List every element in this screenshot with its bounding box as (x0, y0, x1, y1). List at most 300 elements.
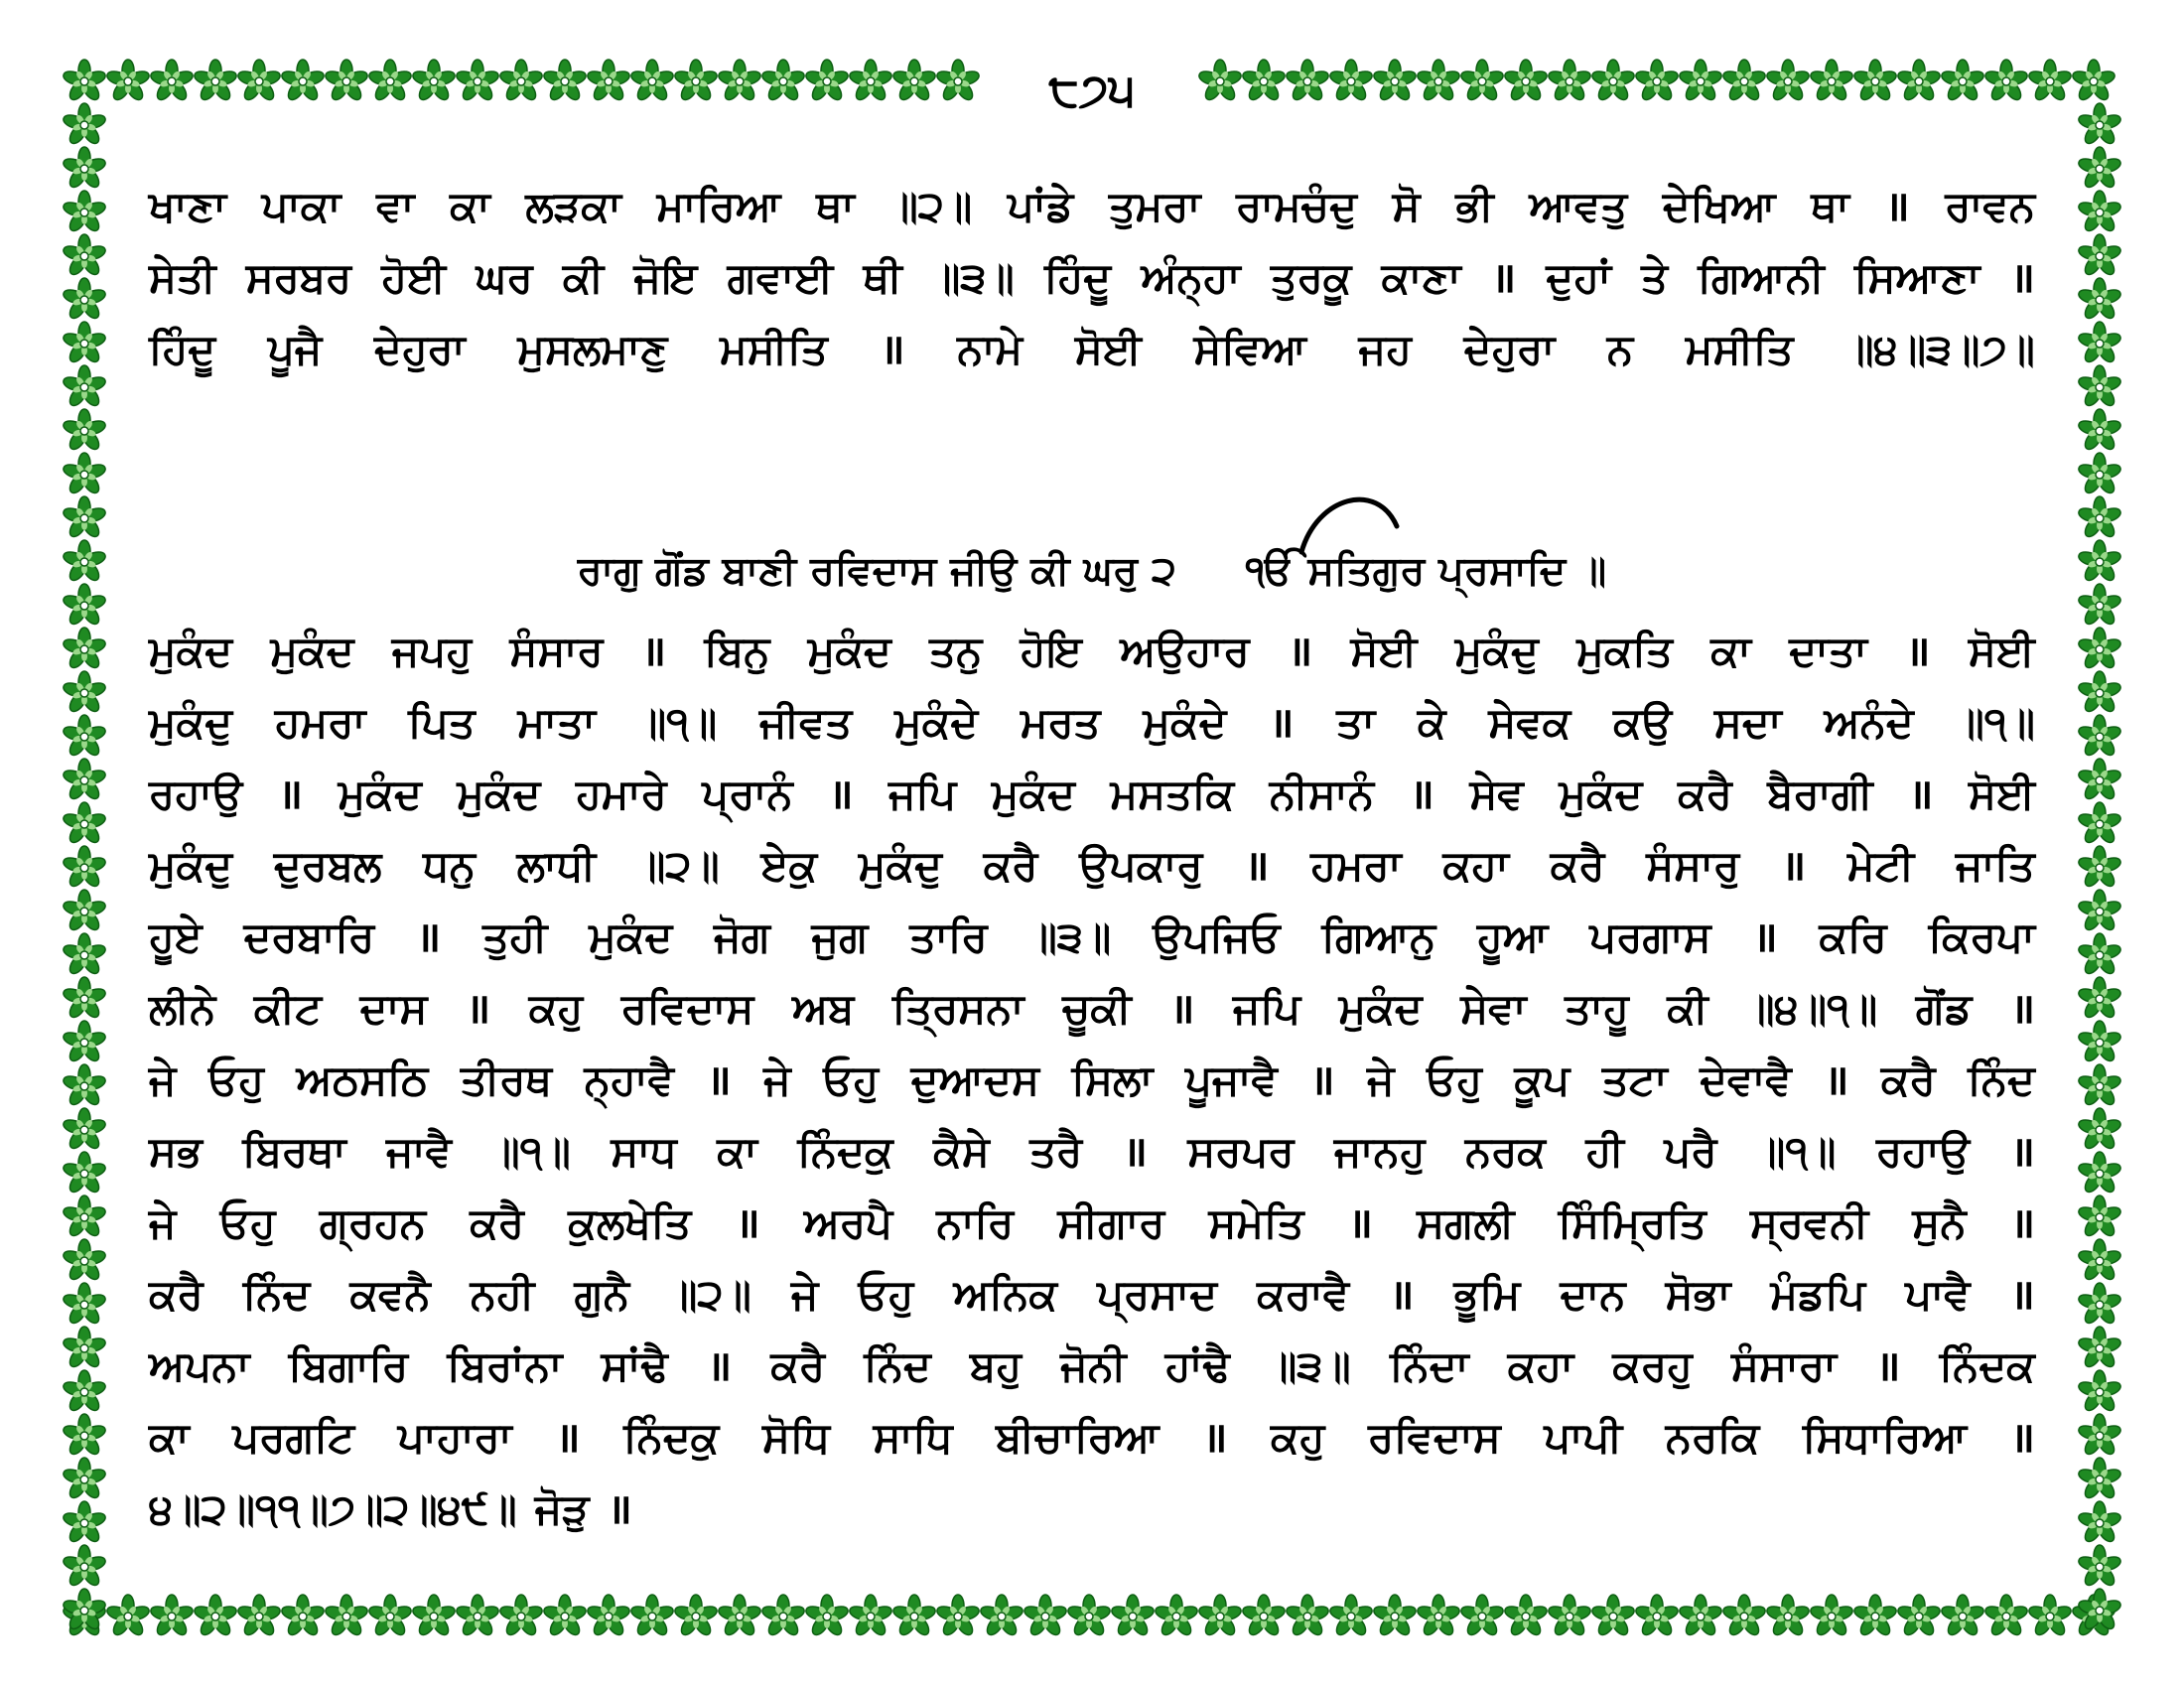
word: ਕਾ (149, 1413, 190, 1462)
word: ਸਮੇਤਿ (1208, 1198, 1304, 1247)
word: ਜਹ (1358, 325, 1412, 373)
flower-ornament (542, 1595, 588, 1637)
flower-ornament (2077, 1370, 2122, 1413)
text-line (149, 1116, 2035, 1188)
flower-ornament (629, 1595, 675, 1637)
flower-ornament (62, 977, 107, 1020)
flower-ornament (2077, 628, 2122, 670)
flower-ornament (760, 1595, 806, 1637)
word: ਕਹੁ (528, 984, 584, 1033)
flower-ornament (2071, 60, 2116, 102)
flower-ornament (1416, 60, 1461, 102)
word: ਮਾਤਾ (517, 698, 597, 747)
flower-ornament (2077, 1414, 2122, 1457)
word: ਓਹੁ (823, 1055, 880, 1104)
word: ਰਹਾਉ (149, 770, 243, 818)
word: ਹਿੰਦੂ (149, 325, 216, 373)
word: ॥ (1875, 1341, 1901, 1390)
word: ਕਰਿ (1819, 913, 1887, 961)
flower-ornament (804, 60, 850, 102)
flower-ornament (62, 1108, 107, 1151)
word: ਤਾਹੂ (1565, 984, 1629, 1033)
flower-ornament (1241, 60, 1287, 102)
word: ਨਿੰਦ (1968, 1055, 2035, 1104)
word: ਜੋੜੁ (534, 1484, 590, 1533)
word: ॥੩॥ (1028, 913, 1112, 961)
flower-ornament (62, 278, 107, 321)
word: ਗ੍ਰਹਨ (319, 1198, 427, 1247)
word: ॥੨॥ (889, 182, 973, 230)
word: ਸੰਸਾਰੁ (1646, 841, 1740, 890)
word: ਸੁਨੈ (1912, 1198, 1967, 1247)
word: ਸਿਧਾਰਿਆ (1802, 1413, 1968, 1462)
word: ਸੇਵਿਆ (1193, 325, 1306, 373)
flower-ornament (1896, 1595, 1942, 1637)
flower-ornament (2077, 1152, 2122, 1195)
word: ਮੰਡਪਿ (1770, 1270, 1866, 1319)
flower-ornament (62, 1021, 107, 1063)
word: ॥ (828, 770, 854, 818)
word: ਮੁਕੰਦੁ (858, 841, 942, 890)
flower-ornament (1940, 60, 1985, 102)
word: ॥੩॥ (1269, 1341, 1351, 1390)
word: ਅਉਹਾਰ (1120, 627, 1250, 675)
shabad-ravidas (149, 616, 2035, 1474)
word: ਹੋਇ (1020, 627, 1082, 675)
flower-ornament (1765, 1595, 1811, 1637)
word: ਲੀਨੇ (149, 984, 216, 1033)
word: ਸ੍ਰਵਨੀ (1749, 1198, 1869, 1247)
word: ਮਸੀਤਿ (720, 325, 828, 373)
word: ਉਪਕਾਰੁ (1079, 841, 1203, 890)
word: ॥ (607, 1484, 632, 1533)
flower-ornament (1372, 1595, 1418, 1637)
word: ਦਾਤਾ (1789, 627, 1867, 675)
word: ਮੁਕੰਦ (338, 770, 422, 818)
flower-ornament (717, 1595, 762, 1637)
gurbani-text (149, 171, 2035, 1545)
word: ਥੀ (863, 253, 902, 302)
flower-ornament (2077, 1064, 2122, 1107)
word: ਬਿਨੁ (704, 627, 770, 675)
flower-ornament (2077, 1196, 2122, 1238)
flower-ornament (236, 1595, 282, 1637)
flower-ornament (62, 933, 107, 976)
text-line (149, 973, 2035, 1045)
word: ਪਾਵੈ (1905, 1270, 1971, 1319)
word: ਨਰਕਿ (1665, 1413, 1760, 1462)
word: ਕਰਹੁ (1612, 1341, 1693, 1390)
flower-ornament (2077, 1545, 2122, 1588)
word: ਪ੍ਰਸਾਦ (1097, 1270, 1217, 1319)
flower-ornament (1372, 60, 1418, 102)
flower-ornament (280, 60, 326, 102)
word: ਭੂਮਿ (1453, 1270, 1521, 1319)
text-line (149, 1045, 2035, 1116)
flower-ornament (324, 1595, 369, 1637)
word: ਕਹਾ (1507, 1341, 1574, 1390)
flower-ornament (1503, 60, 1549, 102)
word: ਥਾ (1811, 182, 1849, 230)
flower-ornament (62, 191, 107, 233)
closing-line (149, 1474, 2035, 1545)
flower-ornament (62, 1545, 107, 1588)
flower-ornament (62, 890, 107, 932)
word: ਤਟਾ (1601, 1055, 1668, 1104)
text-line (149, 242, 2035, 314)
flower-ornament (2027, 60, 2073, 102)
flower-ornament (193, 1595, 238, 1637)
flower-ornament (1940, 1595, 1985, 1637)
flower-ornament (62, 1370, 107, 1413)
word: ਕੇ (1417, 698, 1446, 747)
page-number: ੮੭੫ (993, 62, 1191, 117)
flower-ornament (935, 1595, 981, 1637)
word: ਕਹਾ (1442, 841, 1509, 890)
flower-ornament (2077, 453, 2122, 495)
word: ਅਨੰਦੇ (1824, 698, 1914, 747)
word: ਸੋਧਿ (761, 1413, 830, 1462)
word: ਭੀ (1455, 182, 1494, 230)
word: ਜੋਇ (633, 253, 698, 302)
flower-ornament (105, 1595, 151, 1637)
word: ਜੇ (149, 1198, 177, 1247)
flower-ornament (1023, 1595, 1068, 1637)
word: ਮੁਸਲਮਾਣੁ (517, 325, 668, 373)
word: ਕਉ (1613, 698, 1673, 747)
word: ਪਿਤ (408, 698, 476, 747)
text-line (149, 902, 2035, 973)
word: ਲੜਕਾ (525, 182, 621, 230)
word: ਸੋਭਾ (1665, 1270, 1731, 1319)
flower-ornament (105, 60, 151, 102)
flower-ornament (62, 103, 107, 146)
flower-ornament (62, 60, 107, 102)
word: ਨ੍ਹਾਵੈ (584, 1055, 674, 1104)
word: ਆਵਤੁ (1529, 182, 1628, 230)
flower-ornament (542, 60, 588, 102)
text-line (149, 1402, 2035, 1474)
word: ਸਾਧ (611, 1127, 677, 1176)
word: ਤੁਮਰਾ (1108, 182, 1201, 230)
word: ॥੪॥੧॥ (1746, 984, 1878, 1033)
word: ਸਿੰਮ੍ਰਿਤਿ (1558, 1198, 1706, 1247)
word: ॥ (2009, 253, 2035, 302)
word: ॥ (1824, 1055, 1849, 1104)
mool-text: ੴ ਸਤਿਗੁਰ ਪ੍ਰਸਾਦਿ ॥ (1245, 548, 1607, 594)
text-line (149, 687, 2035, 759)
flower-ornament (1721, 60, 1767, 102)
flower-ornament (1809, 1595, 1854, 1637)
word: ॥ (1202, 1413, 1228, 1462)
flower-ornament (149, 60, 195, 102)
flower-ornament (1241, 1595, 1287, 1637)
word: ਸਾਂਢੈ (601, 1341, 668, 1390)
word: ਜੋਨੀ (1060, 1341, 1127, 1390)
word: ਮੁਕੰਦ (589, 913, 673, 961)
flower-ornament (62, 1458, 107, 1500)
flower-ornament (1110, 1595, 1156, 1637)
flower-ornament (717, 60, 762, 102)
flower-ornament (2077, 671, 2122, 714)
flower-ornament (62, 365, 107, 408)
flower-ornament (367, 1595, 413, 1637)
flower-ornament (62, 1152, 107, 1195)
flower-ornament (2077, 496, 2122, 539)
word: ਧਨੁ (423, 841, 476, 890)
flower-ornament (1066, 1595, 1112, 1637)
word: ਮਸੀਤਿ (1685, 325, 1794, 373)
flower-ornament (2077, 409, 2122, 452)
word: ਬਹੁ (970, 1341, 1022, 1390)
flower-ornament (62, 802, 107, 845)
flower-ornament (62, 628, 107, 670)
word: ਗੁਨੈ (574, 1270, 629, 1319)
text-line (149, 314, 2035, 385)
flower-ornament (62, 1064, 107, 1107)
word: ਸੇਵ (1469, 770, 1524, 818)
word: ਪਾਂਡੇ (1007, 182, 1074, 230)
flower-ornament (62, 1327, 107, 1369)
word: ਜਾਵੈ (386, 1127, 452, 1176)
word: ॥੧॥ (1956, 698, 2035, 747)
flower-ornament (1459, 1595, 1505, 1637)
flower-ornament (498, 60, 544, 102)
word: ਦੁਆਦਸ (910, 1055, 1039, 1104)
word: ॥ (2009, 1127, 2035, 1176)
flower-ornament (891, 60, 937, 102)
word: ਦੁਹਾਂ (1546, 253, 1611, 302)
flower-ornament (62, 1501, 107, 1544)
word: ਪੂਜਾਵੈ (1184, 1055, 1278, 1104)
word: ਨਿੰਦ (864, 1341, 931, 1390)
word: ॥ (2009, 1198, 2035, 1247)
word: ਹੋਈ (381, 253, 447, 302)
word: ਸੋਈ (1969, 770, 2035, 818)
flower-ornament (2077, 584, 2122, 627)
flower-ornament (673, 60, 719, 102)
word: ॥ (2009, 1413, 2035, 1462)
flower-ornament (62, 234, 107, 277)
word: ਦਾਸ (359, 984, 428, 1033)
flower-ornament (1547, 1595, 1592, 1637)
word: ਕਰੈ (149, 1270, 204, 1319)
word: ਚੂਕੀ (1062, 984, 1132, 1033)
word: ਸੋਈ (1350, 627, 1418, 675)
word: ਰਵਿਦਾਸ (1368, 1413, 1501, 1462)
word: ੪॥੨॥੧੧॥੭॥੨॥੪੯॥ (149, 1484, 517, 1533)
flower-ornament (1765, 60, 1811, 102)
mool-mantar (1246, 548, 1606, 594)
flower-ornament (1285, 60, 1330, 102)
flower-ornament (2077, 191, 2122, 233)
word: ਹਮਰਾ (1310, 841, 1402, 890)
word: ॥ (2009, 984, 2035, 1033)
word: ਹਾਂਢੈ (1164, 1341, 1230, 1390)
flower-ornament (1590, 60, 1636, 102)
flower-ornament (411, 1595, 457, 1637)
word: ਤੁਹੀ (482, 913, 548, 961)
text-line (149, 1259, 2035, 1331)
flower-ornament (1634, 60, 1680, 102)
flower-ornament (2077, 322, 2122, 364)
word: ਕਰੈ (770, 1341, 826, 1390)
word: ਤੇ (1641, 253, 1669, 302)
shabad-namdev-ending (149, 171, 2035, 385)
flower-ornament (367, 60, 413, 102)
flower-ornament (62, 409, 107, 452)
flower-ornament (979, 1595, 1024, 1637)
word: ਓਹੁ (858, 1270, 914, 1319)
word: ਦੇਹੁਰਾ (1463, 325, 1556, 373)
flower-ornament (2027, 1595, 2073, 1637)
flower-ornament (236, 60, 282, 102)
raag-heading (149, 526, 2035, 616)
word: ਉਪਜਿਓ (1153, 913, 1281, 961)
flower-ornament (1416, 1595, 1461, 1637)
word: ॥੨॥ (636, 841, 720, 890)
word: ਸਰਬਰ (245, 253, 352, 302)
word: ਤੀਰਥ (460, 1055, 553, 1104)
word: ਕਵਨੈ (349, 1270, 431, 1319)
word: ਜਪਿ (888, 770, 957, 818)
flower-ornament (411, 60, 457, 102)
word: ਖਾਣਾ (149, 182, 226, 230)
word: ਦੁਰਬਲ (273, 841, 382, 890)
flower-ornament (280, 1595, 326, 1637)
word: ਨਿੰਦਕ (1939, 1341, 2035, 1390)
word: ਮੁਕੰਦ (270, 627, 354, 675)
flower-ornament (891, 1595, 937, 1637)
word: ਜਪਹੁ (391, 627, 473, 675)
flower-ornament (2077, 1501, 2122, 1544)
word: ਦਾਨ (1560, 1270, 1626, 1319)
flower-ornament (2077, 1108, 2122, 1151)
word: ॥੩॥ (931, 253, 1015, 302)
word: ਅਰਪੈ (803, 1198, 893, 1247)
word: ਨਿੰਦਾ (1389, 1341, 1469, 1390)
flower-ornament (2077, 1239, 2122, 1282)
flower-ornament (2077, 1327, 2122, 1369)
word: ॥ (1389, 1270, 1415, 1319)
word: ਤ੍ਰਿਸਨਾ (891, 984, 1024, 1033)
word: ਕਾ (717, 1127, 757, 1176)
word: ॥ (1122, 1127, 1148, 1176)
word: ਲਾਧੀ (516, 841, 597, 890)
word: ਬਿਰਥਾ (242, 1127, 346, 1176)
flower-ornament (62, 1414, 107, 1457)
flower-ornament (1678, 60, 1723, 102)
word: ਨਹੀ (470, 1270, 535, 1319)
word: ਅਬ (791, 984, 855, 1033)
flower-ornament (1328, 1595, 1374, 1637)
text-line (149, 616, 2035, 687)
word: ਸੇਵਕ (1488, 698, 1571, 747)
word: ਪੂਜੈ (267, 325, 323, 373)
flower-ornament (1285, 1595, 1330, 1637)
flower-ornament (1197, 60, 1243, 102)
word: ਗਿਆਨੀ (1698, 253, 1825, 302)
word: ਜੁਗ (811, 913, 869, 961)
word: ਬੀਚਾਰਿਆ (996, 1413, 1160, 1462)
word: ਸਰਪਰ (1187, 1127, 1295, 1176)
word: ਵਾ (376, 182, 415, 230)
flower-ornament (2077, 846, 2122, 889)
word: ਨੀਸਾਨੰ (1269, 770, 1374, 818)
word: ਤਨੁ (929, 627, 983, 675)
word: ॥੨॥ (669, 1270, 751, 1319)
word: ਦੇਹੁਰਾ (374, 325, 466, 373)
word: ਮਾਰਿਆ (656, 182, 781, 230)
flower-ornament (760, 60, 806, 102)
word: ਮੁਕੰਦ (991, 770, 1075, 818)
word: ਗਿਆਨੁ (1321, 913, 1436, 961)
flower-ornament (324, 60, 369, 102)
word: ਰਾਮਚੰਦੁ (1236, 182, 1357, 230)
flower-ornament (1197, 1595, 1243, 1637)
word: ਕੁਲਖੇਤਿ (568, 1198, 692, 1247)
flower-ornament (1459, 60, 1505, 102)
text-line (149, 171, 2035, 242)
word: ਮੁਕੰਦ (149, 627, 233, 675)
word: ॥ (1490, 253, 1517, 302)
word: ਪਾਹਾਰਾ (397, 1413, 512, 1462)
word: ਕਰੈ (1550, 841, 1605, 890)
word: ॥ (1905, 627, 1931, 675)
word: ॥ (555, 1413, 581, 1462)
word: ਮੁਕਤਿ (1576, 627, 1673, 675)
word: ਜੇ (790, 1270, 819, 1319)
flower-ornament (62, 147, 107, 190)
word: ਕੀ (1667, 984, 1708, 1033)
word: ਕਾ (450, 182, 490, 230)
flower-ornament (804, 1595, 850, 1637)
word: ਮੁਕੰਦ (457, 770, 541, 818)
word: ਕਾ (1710, 627, 1751, 675)
word: ਰਵਿਦਾਸ (620, 984, 754, 1033)
word: ॥ (1309, 1055, 1335, 1104)
word: ਸਭ (149, 1127, 203, 1176)
word: ਬਿਗਾਰਿ (288, 1341, 409, 1390)
flower-ornament (62, 846, 107, 889)
word: ॥ (735, 1198, 760, 1247)
word: ॥ (1269, 698, 1295, 747)
flower-ornament (586, 60, 631, 102)
flower-ornament (1983, 60, 2029, 102)
word: ਹਮਰਾ (274, 698, 366, 747)
flower-ornament (1678, 1595, 1723, 1637)
word: ਏਕੁ (760, 841, 818, 890)
word: ਦਰਬਾਰਿ (243, 913, 375, 961)
flower-ornament (2077, 802, 2122, 845)
word: ॥ (880, 325, 905, 373)
flower-ornament (1852, 1595, 1898, 1637)
word: ॥ (277, 770, 304, 818)
word: ਨ (1606, 325, 1634, 373)
flower-ornament (193, 60, 238, 102)
word: ਮੁਕੰਦੇ (1143, 698, 1227, 747)
word: ਸਾਧਿ (873, 1413, 953, 1462)
word: ਰਾਵਨ (1945, 182, 2035, 230)
word: ॥ (1752, 913, 1778, 961)
word: ਘਰ (476, 253, 533, 302)
word: ਅਪਨਾ (149, 1341, 250, 1390)
word: ਜਪਿ (1233, 984, 1301, 1033)
word: ਪਰੈ (1664, 1127, 1717, 1176)
flower-ornament (586, 1595, 631, 1637)
flower-ornament (62, 671, 107, 714)
word: ਗਵਾਈ (727, 253, 834, 302)
